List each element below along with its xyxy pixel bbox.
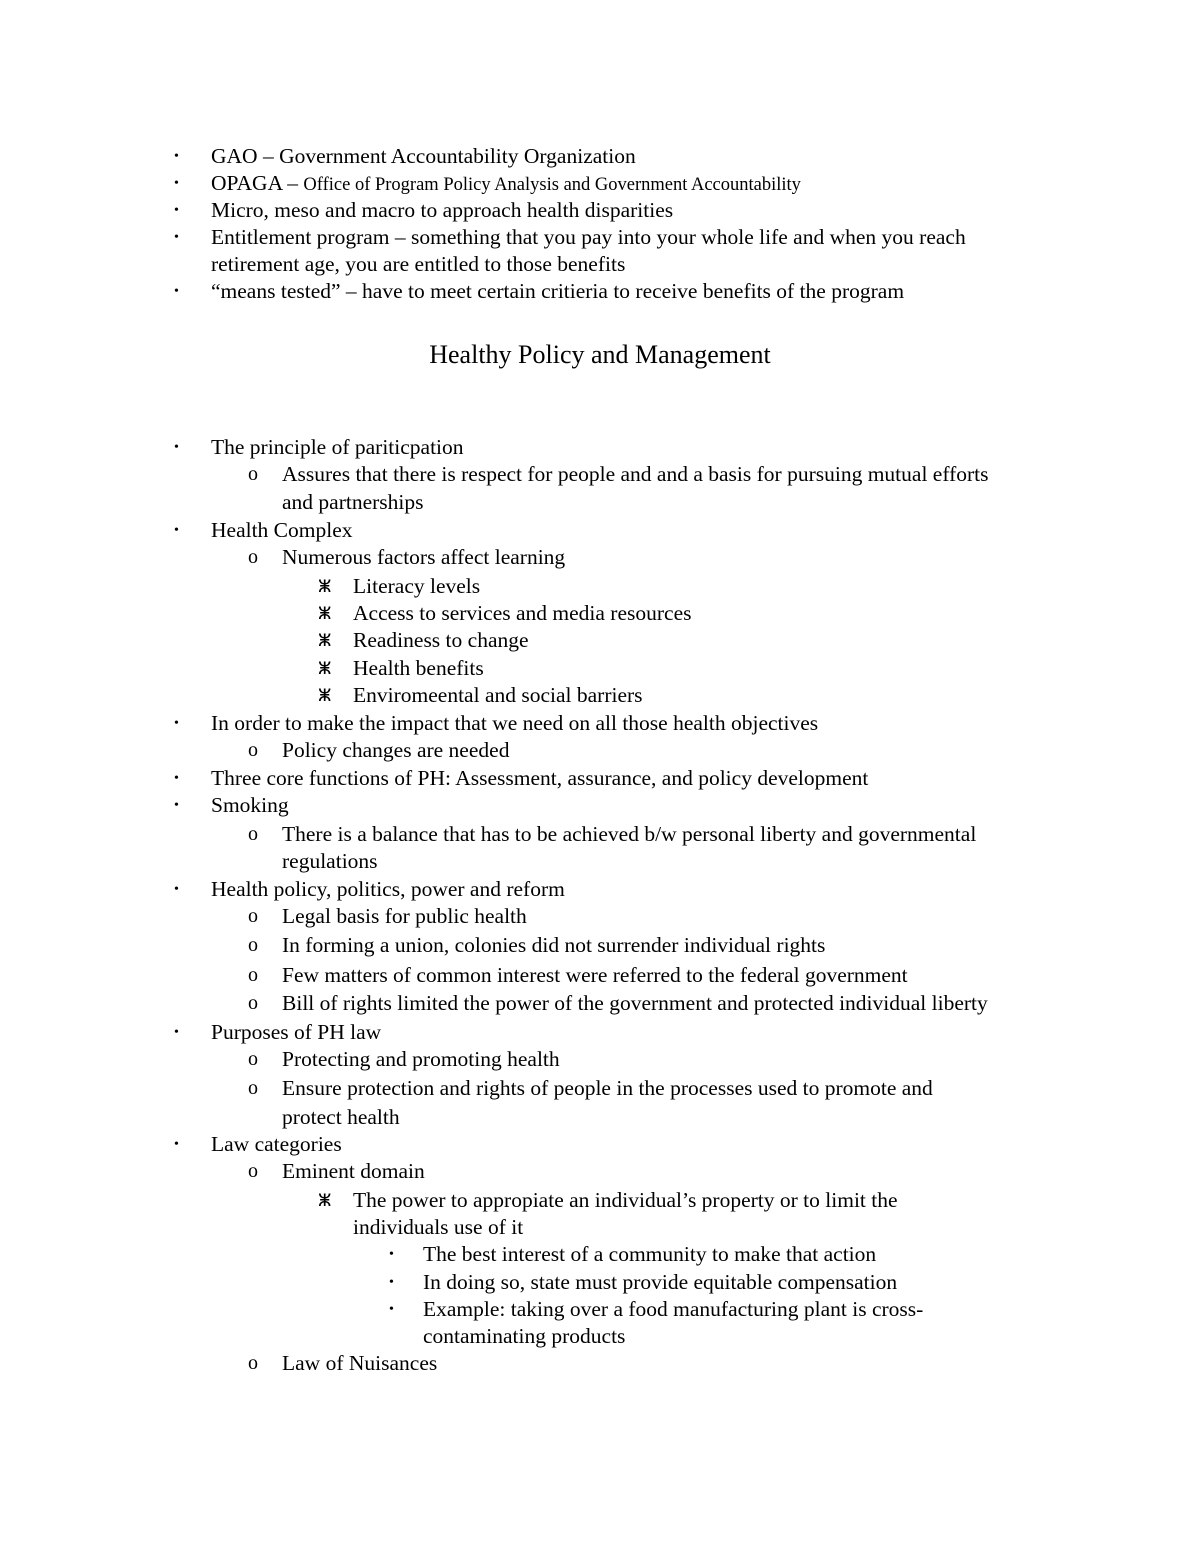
outline-line: and partnerships [282, 490, 424, 514]
bullet-disc: • [174, 523, 179, 538]
outline-line: Access to services and media resources [353, 601, 692, 625]
bullet-circle: o [248, 1077, 258, 1099]
bullet-disc: • [174, 230, 179, 245]
bullet-square: ⵥ [318, 604, 332, 623]
list-item-entitlement-line1: Entitlement program – something that you pay into your whole life and when you reach [211, 225, 966, 249]
bullet-disc: • [389, 1247, 394, 1262]
outline-line: Assures that there is respect for people and and a basis for pursuing mutual efforts [282, 462, 989, 486]
bullet-circle: o [248, 964, 258, 986]
bullet-disc: • [174, 771, 179, 786]
outline-line: regulations [282, 849, 378, 873]
bullet-square: ⵥ [318, 1191, 332, 1210]
bullet-disc: • [174, 440, 179, 455]
bullet-circle: o [248, 1160, 258, 1182]
outline-line: Policy changes are needed [282, 738, 510, 762]
list-item-means-tested: “means tested” – have to meet certain critieria to receive benefits of the program [211, 279, 905, 303]
bullet-circle: o [248, 1048, 258, 1070]
bullet-disc: • [174, 798, 179, 813]
outline-line: There is a balance that has to be achieved b/w personal liberty and governmental [282, 822, 977, 846]
bullet-circle: o [248, 905, 258, 927]
bullet-circle: o [248, 463, 258, 485]
list-item-gao: GAO – Government Accountability Organization [211, 144, 636, 168]
outline-line: Smoking [211, 793, 289, 817]
outline-line: Health benefits [353, 656, 484, 680]
outline-line: Health policy, politics, power and reform [211, 877, 565, 901]
outline-line: Legal basis for public health [282, 904, 527, 928]
outline-line: Numerous factors affect learning [282, 545, 566, 569]
outline-line: individuals use of it [353, 1215, 524, 1239]
section-heading: Healthy Policy and Management [429, 340, 771, 369]
bullet-circle: o [248, 739, 258, 761]
outline-line: Ensure protection and rights of people in the processes used to promote and [282, 1076, 933, 1100]
bullet-circle: o [248, 546, 258, 568]
outline-line: Protecting and promoting health [282, 1047, 560, 1071]
bullet-circle: o [248, 992, 258, 1014]
outline-line: Enviromeental and social barriers [353, 683, 643, 707]
outline-line: Eminent domain [282, 1159, 425, 1183]
bullet-circle: o [248, 1352, 258, 1374]
outline-line: Purposes of PH law [211, 1020, 382, 1044]
bullet-disc: • [174, 716, 179, 731]
list-item-micro-meso-macro: Micro, meso and macro to approach health disparities [211, 198, 674, 222]
outline-line: Three core functions of PH: Assessment, assurance, and policy development [211, 766, 869, 790]
bullet-disc: • [174, 176, 179, 191]
bullet-square: ⵥ [318, 631, 332, 650]
bullet-disc: • [174, 1137, 179, 1152]
outline-line: protect health [282, 1105, 400, 1129]
list-item-opaga-prefix: OPAGA – [211, 171, 304, 195]
bullet-square: ⵥ [318, 577, 332, 596]
outline-line: In doing so, state must provide equitable compensation [423, 1270, 898, 1294]
bullet-square: ⵥ [318, 686, 332, 705]
outline-line: The principle of pariticpation [211, 435, 464, 459]
bullet-disc: • [174, 203, 179, 218]
bullet-disc: • [389, 1275, 394, 1290]
bullet-disc: • [174, 284, 179, 299]
outline-line: In order to make the impact that we need on all those health objectives [211, 711, 819, 735]
outline-line: Literacy levels [353, 574, 481, 598]
bullet-circle: o [248, 934, 258, 956]
bullet-circle: o [248, 823, 258, 845]
bullet-disc: • [389, 1302, 394, 1317]
outline-line: contaminating products [423, 1324, 626, 1348]
outline-line: The best interest of a community to make that action [423, 1242, 877, 1266]
outline-line: Law of Nuisances [282, 1351, 438, 1375]
bullet-disc: • [174, 882, 179, 897]
outline-line: In forming a union, colonies did not surrender individual rights [282, 933, 826, 957]
list-item-opaga [211, 170, 801, 199]
outline-line: The power to appropiate an individual’s property or to limit the [353, 1188, 898, 1212]
outline-line: Law categories [211, 1132, 342, 1156]
list-item-opaga-text: Office of Program Policy Analysis and Government Accountability [303, 175, 801, 195]
outline-line: Example: taking over a food manufacturing plant is cross- [423, 1297, 924, 1321]
bullet-disc: • [174, 1025, 179, 1040]
bullet-disc: • [174, 149, 179, 164]
outline-line: Readiness to change [353, 628, 529, 652]
outline-line: Bill of rights limited the power of the government and protected individual liberty [282, 991, 988, 1015]
outline-line: Health Complex [211, 518, 353, 542]
bullet-square: ⵥ [318, 659, 332, 678]
list-item-entitlement-line2: retirement age, you are entitled to those benefits [211, 252, 626, 276]
outline-line: Few matters of common interest were referred to the federal government [282, 963, 908, 987]
